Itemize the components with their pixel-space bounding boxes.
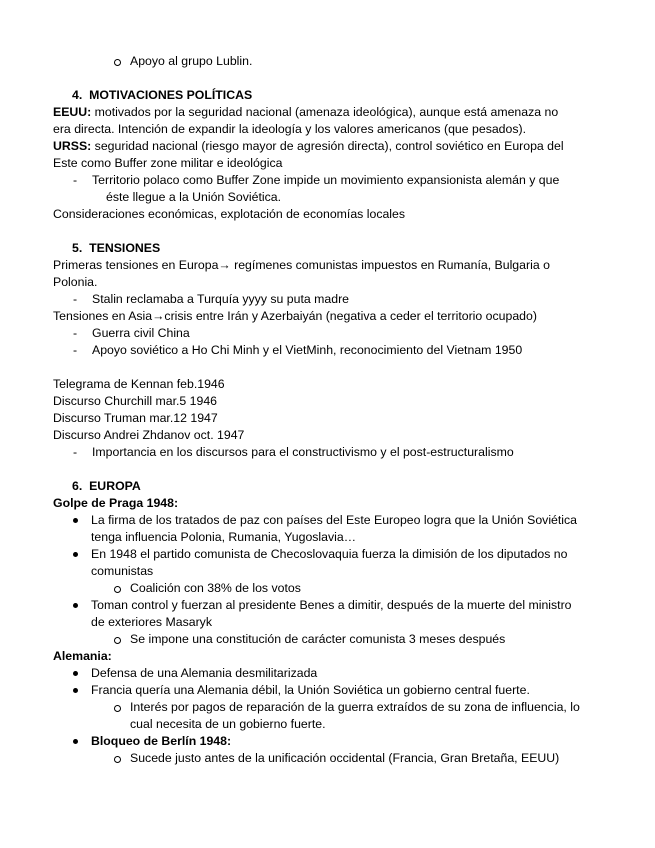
list-item [73, 682, 530, 699]
item-text: Defensa de una Alemania desmilitarizada [91, 666, 318, 680]
list-item [114, 53, 252, 70]
item-text: Bloqueo de Berlín 1948: [91, 734, 232, 748]
paragraph-line: era directa. Intención de expandir la ideología y los valores americanos (que pesados). [53, 122, 527, 136]
item-text-continued: éste llegue a la Unión Soviética. [106, 190, 281, 204]
item-text: Toman control y fuerzan al presidente Benes a dimitir, después de la muerte del ministro [91, 598, 572, 612]
heading-title: MOTIVACIONES POLÍTICAS [89, 88, 253, 102]
heading-title: TENSIONES [89, 241, 161, 255]
filled-bullet-icon [73, 603, 78, 608]
item-text: La firma de los tratados de paz con países del Este Europeo logra que la Unión Soviética [91, 513, 578, 527]
list-item [73, 172, 559, 189]
item-text: En 1948 el partido comunista de Checoslovaquia fuerza la dimisión de los diputados no [91, 547, 568, 561]
item-text: Apoyo al grupo Lublin. [130, 54, 253, 68]
item-text-continued: tenga influencia Polonia, Rumania, Yugoslavia… [91, 530, 357, 544]
paragraph [53, 104, 558, 121]
text: seguridad nacional (riesgo mayor de agresión directa), control soviético en Europa del [91, 139, 564, 153]
hollow-bullet-icon [114, 586, 121, 593]
dash-bullet-icon: - [73, 326, 78, 340]
list-item [73, 733, 231, 750]
list-item [114, 631, 505, 648]
item-text: Interés por pagos de reparación de la guerra extraídos de su zona de influencia, lo [130, 700, 580, 714]
item-text-continued: comunistas [91, 564, 154, 578]
item-text: Sucede justo antes de la unificación occidental (Francia, Gran Bretaña, EEUU) [130, 751, 560, 765]
heading-number: 5. [72, 241, 83, 255]
paragraph-line: Este como Buffer zone militar e ideológica [53, 156, 283, 170]
list-item [73, 546, 567, 563]
list-item [73, 342, 522, 359]
paragraph-line: Tensiones en Asia→crisis entre Irán y Azerbaiyán (negativa a ceder el territorio ocupado) [53, 309, 537, 323]
paragraph-line: Discurso Churchill mar.5 1946 [53, 394, 218, 408]
paragraph-line: Consideraciones económicas, explotación de economías locales [53, 207, 406, 221]
paragraph [53, 138, 564, 155]
item-text: Apoyo soviético a Ho Chi Minh y el VietMinh, reconocimiento del Vietnam 1950 [92, 343, 523, 357]
dash-bullet-icon: - [73, 445, 78, 459]
heading-title: EUROPA [89, 479, 141, 493]
filled-bullet-icon [73, 552, 78, 557]
paragraph-line: Discurso Truman mar.12 1947 [53, 411, 218, 425]
list-item [114, 699, 580, 716]
section-heading [72, 240, 160, 257]
list-item [73, 325, 190, 342]
list-item [73, 512, 577, 529]
list-item [73, 291, 349, 308]
item-text: Stalin reclamaba a Turquía yyyy su puta madre [92, 292, 349, 306]
hollow-bullet-icon [114, 756, 121, 763]
paragraph-line: Polonia. [53, 275, 98, 289]
item-text: Importancia en los discursos para el constructivismo y el post-estructuralismo [92, 445, 514, 459]
section-heading [72, 478, 141, 495]
paragraph-line: Discurso Andrei Zhdanov oct. 1947 [53, 428, 245, 442]
list-item [114, 580, 301, 597]
item-text: Guerra civil China [92, 326, 190, 340]
filled-bullet-icon [73, 671, 78, 676]
label: EEUU: [53, 105, 92, 119]
list-item [73, 444, 514, 461]
item-text: Territorio polaco como Buffer Zone impide un movimiento expansionista alemán y que [92, 173, 560, 187]
section-heading [72, 87, 252, 104]
filled-bullet-icon [73, 739, 78, 744]
subheading: Golpe de Praga 1948: [53, 496, 179, 510]
hollow-bullet-icon [114, 59, 121, 66]
item-text-continued: cual necesita de un gobierno fuerte. [130, 717, 326, 731]
item-text: Coalición con 38% de los votos [130, 581, 301, 595]
item-text: Francia quería una Alemania débil, la Unión Soviética un gobierno central fuerte. [91, 683, 530, 697]
item-text-continued: de exteriores Masaryk [91, 615, 212, 629]
list-item [114, 750, 559, 767]
list-item [73, 597, 572, 614]
text: motivados por la seguridad nacional (amenaza ideológica), aunque está amenaza no [91, 105, 559, 119]
dash-bullet-icon: - [73, 292, 78, 306]
filled-bullet-icon [73, 688, 78, 693]
list-item [73, 665, 317, 682]
subheading: Alemania: [53, 649, 112, 663]
heading-number: 4. [72, 88, 83, 102]
heading-number: 6. [72, 479, 83, 493]
paragraph-line: Primeras tensiones en Europa→ regímenes comunistas impuestos en Rumanía, Bulgaria o [53, 258, 550, 272]
item-text: Se impone una constitución de carácter comunista 3 meses después [130, 632, 506, 646]
hollow-bullet-icon [114, 705, 121, 712]
label: URSS: [53, 139, 92, 153]
hollow-bullet-icon [114, 637, 121, 644]
paragraph-line: Telegrama de Kennan feb.1946 [53, 377, 225, 391]
filled-bullet-icon [73, 518, 78, 523]
dash-bullet-icon: - [73, 343, 78, 357]
dash-bullet-icon: - [73, 173, 78, 187]
